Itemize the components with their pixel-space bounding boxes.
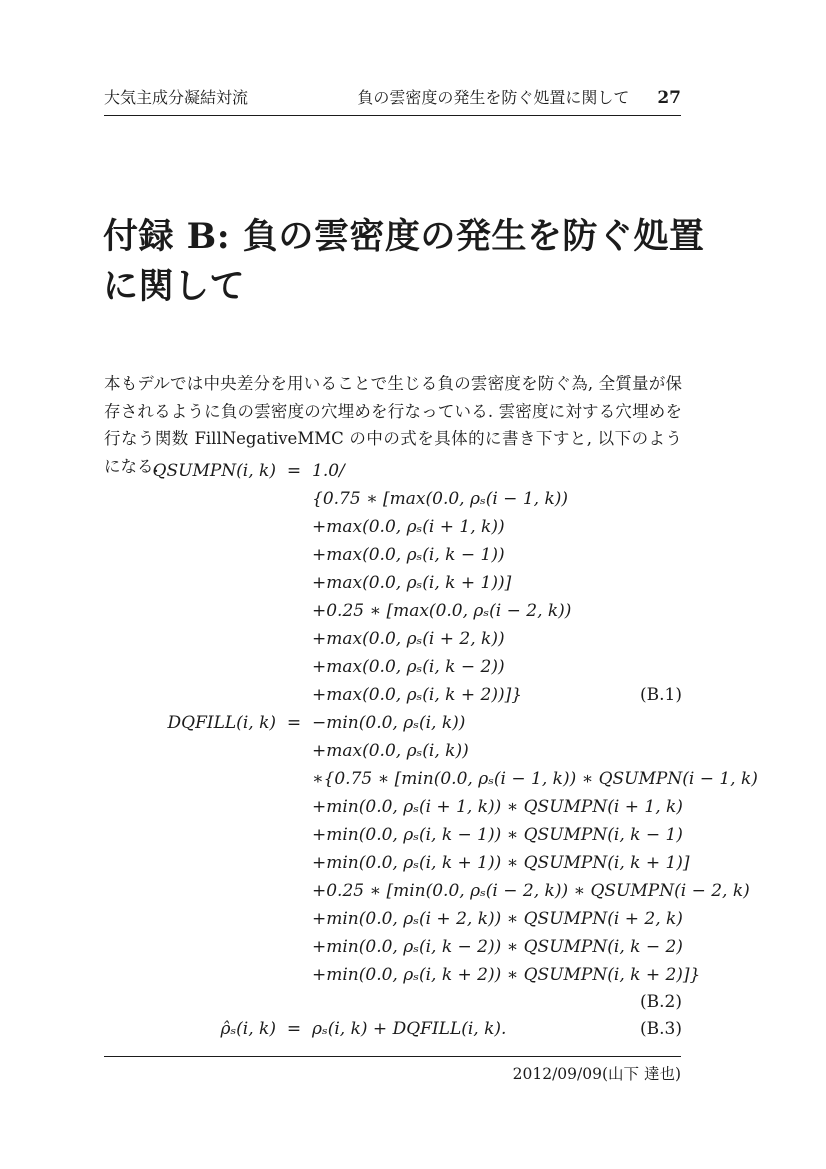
equation-rhs: ∗{0.75 ∗ [min(0.0, ρₛ(i − 1, k)) ∗ QSUMPN(i − 1, k) xyxy=(312,769,758,789)
equation-line xyxy=(104,1015,682,1043)
equation-rhs: −min(0.0, ρₛ(i, k)) xyxy=(312,713,466,733)
equation-rhs: ρₛ(i, k) + DQFILL(i, k). xyxy=(312,1019,507,1039)
equation-line xyxy=(104,457,682,485)
appendix-title-line2: に関して xyxy=(103,266,246,307)
equation-line xyxy=(104,597,682,625)
equation-rhs: +max(0.0, ρₛ(i + 1, k)) xyxy=(312,517,505,537)
equation-line xyxy=(104,737,682,765)
equation-line xyxy=(104,569,682,597)
equation-rhs: +min(0.0, ρₛ(i, k − 2)) ∗ QSUMPN(i, k − 2) xyxy=(312,937,683,957)
equation-line xyxy=(104,681,682,709)
header-center-title: 負の雲密度の発生を防ぐ処置に関して xyxy=(357,90,630,107)
equation-rhs: +max(0.0, ρₛ(i, k − 1)) xyxy=(312,545,505,565)
equation-line xyxy=(104,485,682,513)
equation-rhs: +min(0.0, ρₛ(i, k + 2)) ∗ QSUMPN(i, k + 2)]} xyxy=(312,965,701,985)
footer-date-author: 2012/09/09(山下 達也) xyxy=(512,1065,681,1083)
equation-number-b3: (B.3) xyxy=(640,1019,682,1039)
equation-line xyxy=(104,765,758,793)
equation-line xyxy=(104,625,682,653)
equation-rhs: +min(0.0, ρₛ(i, k + 1)) ∗ QSUMPN(i, k + 1)] xyxy=(312,853,690,873)
equation-line xyxy=(104,653,682,681)
equation-line xyxy=(104,877,750,905)
equation-lhs: QSUMPN(i, k) xyxy=(152,461,276,481)
equation-rhs: +max(0.0, ρₛ(i + 2, k)) xyxy=(312,629,505,649)
equation-line xyxy=(104,709,682,737)
equation-number-b1: (B.1) xyxy=(640,685,682,705)
equation-rhs: +max(0.0, ρₛ(i, k)) xyxy=(312,741,469,761)
body-paragraph: 本もデルでは中央差分を用いることで生じる負の雲密度を防ぐ為, 全質量が保存されるように負の雲密度の穴埋めを行なっている. 雲密度に対する穴埋めを行なう関数 FillNegativeMMC の中の式を具体的に書き下すと, 以下のようになる. xyxy=(104,374,682,476)
equation-line xyxy=(104,989,682,1015)
header-left-title: 大気主成分凝結対流 xyxy=(104,90,249,107)
equals-sign: = xyxy=(286,461,302,481)
equation-rhs: +min(0.0, ρₛ(i + 1, k)) ∗ QSUMPN(i + 1, k) xyxy=(312,797,683,817)
equation-line xyxy=(104,849,690,877)
equation-lhs: ρ̂ₛ(i, k) xyxy=(220,1019,276,1039)
equation-line xyxy=(104,513,682,541)
page-footer xyxy=(104,1056,681,1084)
appendix-title xyxy=(103,212,723,312)
page-header xyxy=(104,85,681,116)
equation-rhs: +0.25 ∗ [min(0.0, ρₛ(i − 2, k)) ∗ QSUMPN(i − 2, k) xyxy=(312,881,750,901)
equation-rhs: {0.75 ∗ [max(0.0, ρₛ(i − 1, k)) xyxy=(312,489,569,509)
equation-lhs: DQFILL(i, k) xyxy=(167,713,276,733)
equation-rhs: +max(0.0, ρₛ(i, k − 2)) xyxy=(312,657,505,677)
equation-rhs: +max(0.0, ρₛ(i, k + 1))] xyxy=(312,573,512,593)
equation-block xyxy=(104,457,758,1043)
equation-rhs: +min(0.0, ρₛ(i, k − 1)) ∗ QSUMPN(i, k − 1) xyxy=(312,825,683,845)
page-number: 27 xyxy=(657,88,681,108)
equals-sign: = xyxy=(286,713,302,733)
appendix-title-line1: 付録 B: 負の雲密度の発生を防ぐ処置 xyxy=(103,216,705,257)
equation-rhs: +0.25 ∗ [max(0.0, ρₛ(i − 2, k)) xyxy=(312,601,572,621)
equation-line xyxy=(104,793,682,821)
equation-line xyxy=(104,933,682,961)
equation-line xyxy=(104,541,682,569)
equation-rhs: +max(0.0, ρₛ(i, k + 2))]} xyxy=(312,685,523,705)
equation-number-b2: (B.2) xyxy=(640,992,682,1012)
equals-sign: = xyxy=(286,1019,302,1039)
equation-rhs: +min(0.0, ρₛ(i + 2, k)) ∗ QSUMPN(i + 2, k) xyxy=(312,909,683,929)
equation-line xyxy=(104,821,682,849)
equation-line xyxy=(104,905,682,933)
equation-rhs: 1.0/ xyxy=(312,461,345,481)
equation-line xyxy=(104,961,701,989)
